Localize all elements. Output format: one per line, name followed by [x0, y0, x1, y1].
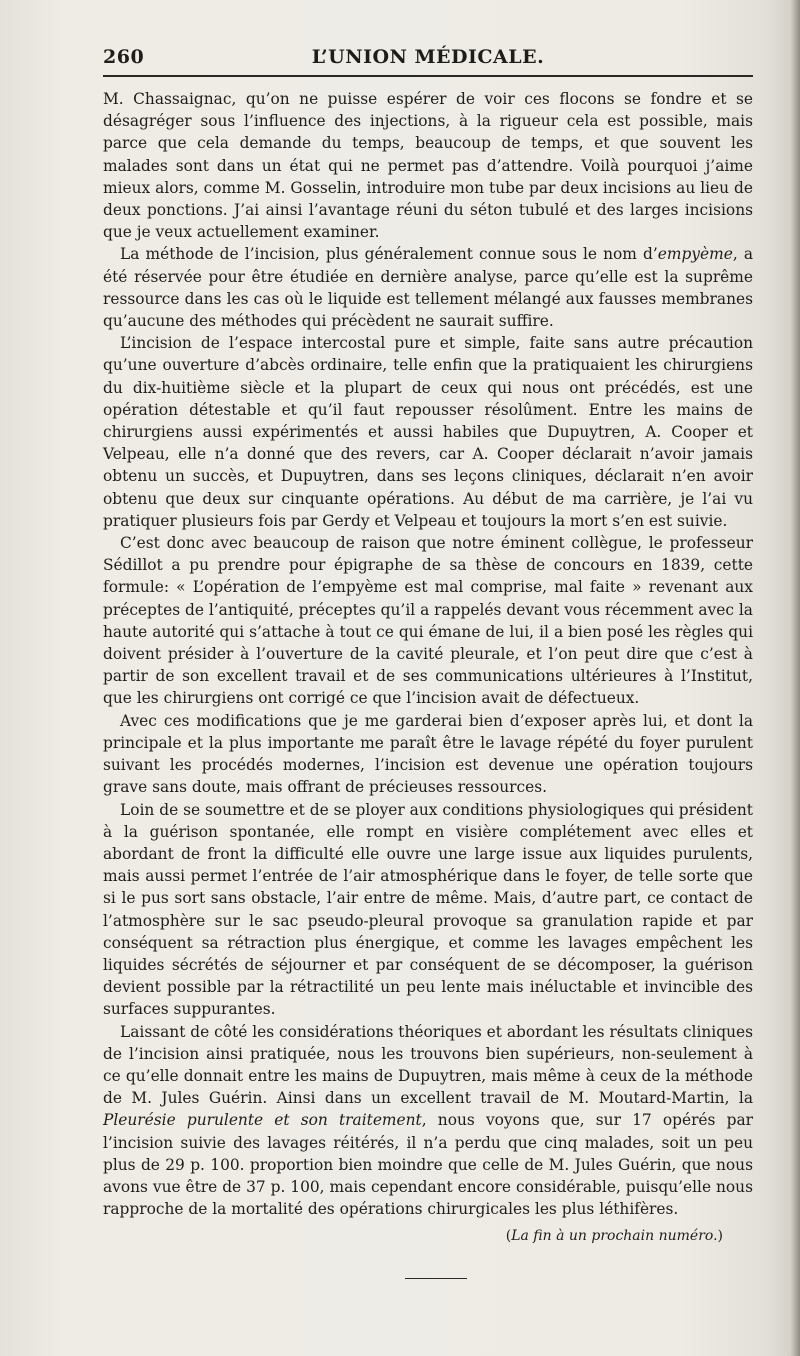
paragraph-chassaignac: M. Chassaignac, qu’on ne puisse espérer de voir ces flocons se fondre et se désagréger sous l’influence des injections, à la rigueur cela est possible, mais parce que cela demande du temps, beaucoup de temps, et que souvent les malades sont dans un état qui ne permet pas d’attendre. Voilà pourquoi j’aime mieux alors, comme M. Gosselin, introduire mon tube par deux incisions au lieu de deux ponctions. J’ai ainsi l’avantage réuni du séton tubulé et des larges incisions que je veux actuellement examiner. [103, 90, 753, 242]
open-paren: ( [505, 1228, 512, 1244]
paragraph-resultats [103, 1021, 753, 1221]
page-edge [790, 0, 800, 1356]
paragraph-modifications: Avec ces modifications que je me garderai bien d’exposer après lui, et dont la principale et la plus importante me paraît être le lavage répété du foyer purulent suivant les procédés modernes, l’incision est devenue une opération toujours grave sans doute, mais offrant de précieuses ressources. [103, 711, 753, 797]
paragraph-resultats-text-a: Laissant de côté les considérations théoriques et abordant les résultats cliniques de l’incision ainsi pratiquée, nous les trouvons bien supérieurs, non-seulement à ce qu’elle donnait entre les mains de Dupuytren, mais même à ceux de la méthode de M. Jules Guérin. Ainsi dans un excellent travail de M. Moutard-Martin, la [103, 1022, 753, 1108]
paragraph-guerison: Loin de se soumettre et de se ployer aux conditions physiologiques qui président à la guérison spontanée, elle rompt en visière complétement avec elles et abordant de front la difficulté elle ouvre une large issue aux liquides purulents, mais aussi permet l’entrée de l’air atmosphérique dans le foyer, de telle sorte que si le pus sort sans obstacle, l’air entre de même. Mais, d’autre part, ce contact de l’atmosphère sur le sac pseudo-pleural provoque sa granulation rapide et par conséquent sa rétraction plus énergique, et comme les lavages empêchent les liquides sécrétés de séjourner et par conséquent de se décomposer, la guérison devient possible par la rétractilité un peu lente mais inéluctable et invincible des surfaces suppurantes. [103, 800, 753, 1019]
work-title: Pleurésie purulente et son traitement [103, 1111, 422, 1130]
running-title: L’UNION MÉDICALE. [311, 46, 545, 68]
page-header [103, 40, 753, 74]
header-rule [103, 75, 753, 77]
paragraph-methode-text-a: La méthode de l’incision, plus généralement connue sous le nom d’ [120, 245, 658, 264]
paragraph-resultats-text-b: , nous voyons que, sur 17 opérés par l’incision suivie des lavages réitérés, il n’a perdu que cinq malades, soit un peu plus de 29 p. 100. proportion bien moindre que celle de M. Jules Guérin, que nous avons vue être de 37 p. 100, mais cependant encore considérable, puisqu’elle nous rapproche de la mortalité des opérations chirurgicales les plus léthifères. [103, 1111, 753, 1219]
paragraph-methode-incision [103, 243, 753, 332]
continuation-text: La fin à un prochain numéro. [511, 1228, 718, 1244]
paragraph-methode-text-b: , a été réservée pour être étudiée en dernière analyse, parce qu’elle est la suprême ressource dans les cas où le liquide est tellement mélangé aux fausses membranes qu’aucune des méthodes qui précèdent ne saurait suffire. [103, 245, 753, 331]
bottom-rule [405, 1278, 467, 1279]
article-body [103, 88, 753, 1220]
term-empyeme: empyème [657, 245, 733, 264]
close-paren: ) [717, 1228, 723, 1244]
paragraph-sedillot: C’est donc avec beaucoup de raison que notre éminent collègue, le professeur Sédillot a pu prendre pour épigraphe de sa thèse de concours en 1839, cette formule: « L’opération de l’empyème est mal comprise, mal faite » revenant aux préceptes de l’antiquité, préceptes qu’il a rappelés devant vous récemment avec la haute autorité qui s’attache à tout ce qui émane de lui, il a bien posé les règles qui doivent présider à l’ouverture de la cavité pleurale, et l’on peut dire que c’est à partir de son excellent travail et de ses communications ultérieures à l’Institut, que les chirurgiens ont corrigé ce que l’incision avait de défectueux. [103, 534, 753, 708]
continuation-note [103, 1228, 723, 1244]
page-number: 260 [103, 46, 145, 68]
paragraph-incision-espace: L’incision de l’espace intercostal pure et simple, faite sans autre précaution qu’une ouverture d’abcès ordinaire, telle enfin que la pratiquaient les chirurgiens du dix-huitième siècle et la plupart de ceux qui nous ont précédés, est une opération détestable et qu’il faut repousser résolûment. Entre les mains de chirurgiens aussi expérimentés et aussi habiles que Dupuytren, A. Cooper et Velpeau, elle n’a donné que des revers, car A. Cooper déclarait n’avoir jamais obtenu un succès, et Dupuytren, dans ses leçons cliniques, déclarait n’en avoir obtenu que deux sur cinquante opérations. Au début de ma carrière, je l’ai vu pratiquer plusieurs fois par Gerdy et Velpeau et toujours la mort s’en est suivie. [103, 334, 753, 530]
